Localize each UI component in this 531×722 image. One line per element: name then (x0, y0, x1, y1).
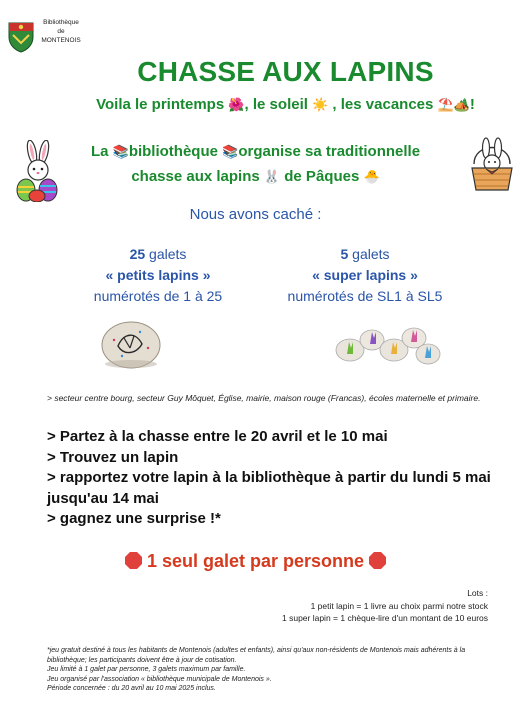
subtitle-text-1: Voila le printemps (96, 96, 229, 113)
library-name-line1: Bibliothèque (43, 19, 79, 26)
painted-stones-group-image (332, 318, 442, 372)
super-rabbits-unit: galets (348, 246, 390, 262)
subtitle-text-4: ! (469, 96, 475, 113)
books-icon: 📚 (222, 144, 239, 159)
prize-super: 1 super lapin = 1 chèque-lire d'un montant de 10 euros (282, 613, 488, 623)
stop-sign-icon (369, 552, 386, 569)
library-name-line3: MONTENOIS (41, 37, 81, 44)
steps-list (47, 427, 507, 530)
footnote (47, 646, 487, 694)
small-rabbits-column (48, 244, 268, 307)
organize-text-4: chasse aux lapins (131, 168, 264, 185)
painted-stone-image (100, 318, 162, 370)
super-rabbits-count (255, 244, 475, 265)
page-title: CHASSE AUX LAPINS (137, 56, 434, 87)
organize-text-5: de Pâques (280, 168, 364, 185)
organize-text-1: La (90, 143, 113, 160)
organize-line-2 (0, 168, 511, 185)
prizes-block (168, 587, 488, 625)
flower-icon: 🌺 (228, 97, 245, 112)
super-rabbits-number: 5 (340, 246, 349, 262)
one-per-person-text: 1 seul galet par personne (146, 551, 365, 571)
footnote-line: *jeu gratuit destiné à tous les habitants de Montenois (adultes et enfants), ainsi qu'aux non-résidents de Montenois mais adhérents à la bibliothèque; les participants doivent être à jour de cotisation. (47, 647, 466, 664)
footnote-line: Jeu organisé par l'association « bibliothèque municipale de Montenois ». (47, 675, 272, 683)
books-icon: 📚 (112, 144, 129, 159)
step-item: > Partez à la chasse entre le 20 avril et le 10 mai (47, 428, 388, 445)
organize-text-3: organise sa traditionnelle (238, 143, 421, 160)
organize-line-1 (0, 143, 511, 160)
hidden-heading: Nous avons caché : (189, 206, 322, 223)
rabbit-icon: 🐰 (263, 169, 281, 184)
subtitle (0, 96, 531, 113)
library-name (41, 18, 81, 45)
small-rabbits-numbering: numérotés de 1 à 25 (93, 288, 223, 304)
subtitle-text-2: , le soleil (244, 96, 313, 113)
small-rabbits-unit: galets (145, 246, 187, 262)
step-item: > rapportez votre lapin à la bibliothèque à partir du lundi 5 mai jusqu'au 14 mai (47, 469, 491, 507)
stop-sign-icon (125, 552, 142, 569)
coat-of-arms-icon (7, 21, 35, 53)
library-name-line2: de (57, 28, 65, 35)
organize-text-2: bibliothèque (128, 143, 223, 160)
footnote-line: Jeu limité à 1 galet par personne, 3 galets maximum par famille. (47, 666, 246, 673)
step-item: > gagnez une surprise !* (47, 510, 221, 527)
prize-small: 1 petit lapin = 1 livre au choix parmi notre stock (310, 600, 488, 611)
sun-icon: ☀️ (312, 97, 329, 112)
prizes-title: Lots : (467, 588, 488, 598)
subtitle-text-3: , les vacances (328, 96, 438, 113)
super-rabbits-name: « super lapins » (312, 267, 418, 283)
small-rabbits-count (48, 244, 268, 265)
step-item: > Trouvez un lapin (47, 448, 179, 466)
small-rabbits-number: 25 (129, 246, 146, 262)
one-per-person-notice (0, 551, 511, 572)
small-rabbits-name: « petits lapins » (105, 267, 211, 283)
vacation-icon: ⛱️🏕️ (437, 97, 470, 112)
super-rabbits-column (255, 244, 475, 307)
super-rabbits-numbering: numérotés de SL1 à SL5 (287, 288, 443, 304)
sectors-text: > secteur centre bourg, secteur Guy Môquet, Église, mairie, maison rouge (Francas), écoles maternelle et primaire. (47, 393, 481, 403)
chick-icon: 🐣 (363, 169, 380, 184)
footnote-line: Période concernée : du 20 avril au 10 mai 2025 inclus. (47, 685, 216, 692)
